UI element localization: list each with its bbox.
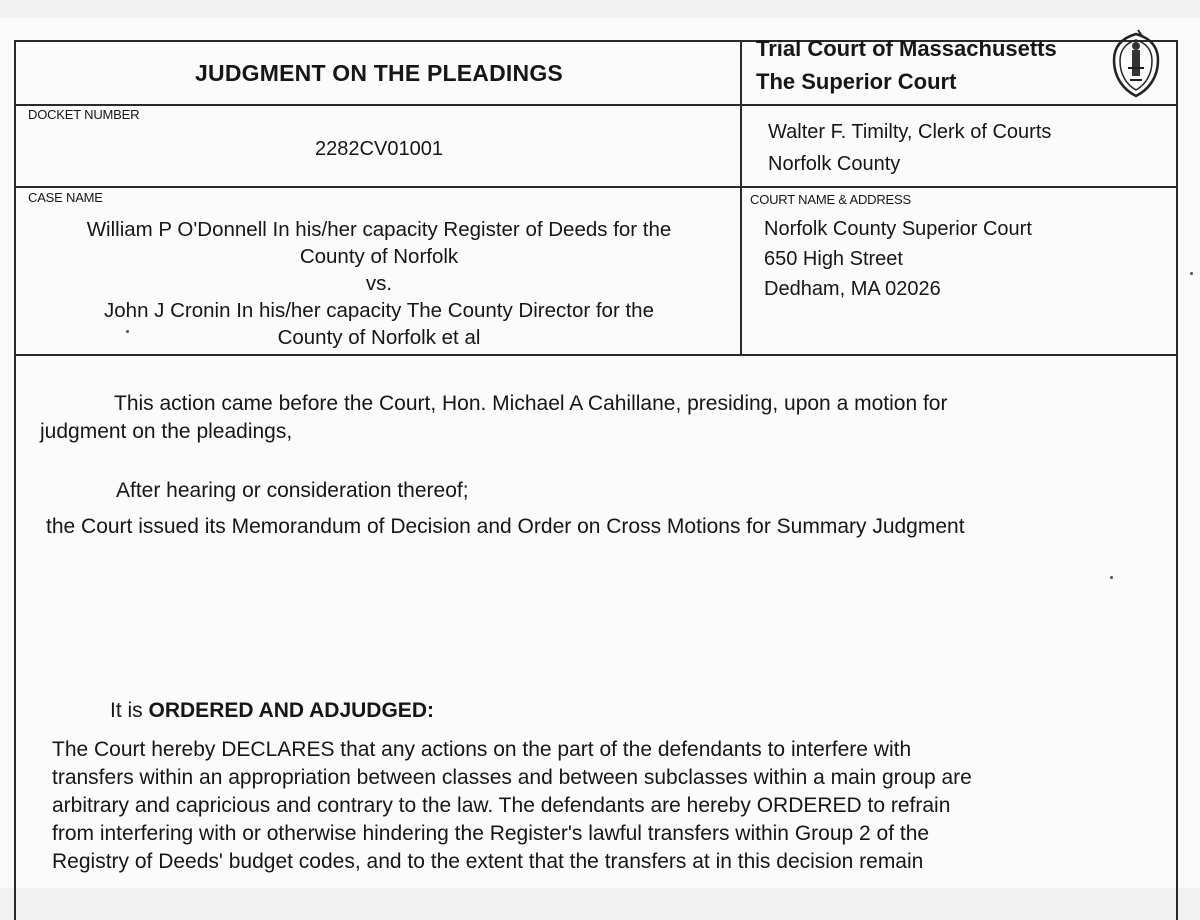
- ordered-heading: [110, 697, 434, 725]
- scan-speck: [1110, 576, 1113, 579]
- scan-speck: [1190, 272, 1193, 275]
- clerk-county: Norfolk County: [768, 153, 901, 175]
- paragraph-line: This action came before the Court, Hon. Michael A Cahillane, presiding, upon a motion for: [114, 392, 948, 415]
- paragraph-action: [40, 390, 1160, 446]
- ordered-bold: ORDERED AND ADJUDGED:: [148, 699, 434, 722]
- divider: [14, 186, 1178, 188]
- declaration-line: Registry of Deeds' budget codes, and to the extent that the transfers at in this decision remain: [52, 850, 924, 873]
- court-address-line: Norfolk County Superior Court: [764, 218, 1032, 240]
- case-name: [16, 216, 742, 351]
- scan-speck: [126, 330, 129, 333]
- paragraph-line: judgment on the pleadings,: [40, 420, 293, 443]
- docket-number-label: DOCKET NUMBER: [28, 107, 140, 122]
- divider: [14, 354, 1178, 356]
- case-line: William P O'Donnell In his/her capacity Register of Deeds for the: [86, 218, 672, 241]
- case-line: vs.: [365, 272, 393, 295]
- court-name-line2: The Superior Court: [756, 69, 957, 94]
- docket-number: 2282CV01001: [315, 138, 443, 160]
- court-address-line: Dedham, MA 02026: [764, 278, 941, 300]
- declaration-line: transfers within an appropriation between classes and between subclasses within a main group are: [52, 766, 972, 789]
- clerk-name: Walter F. Timilty, Clerk of Courts: [768, 121, 1052, 143]
- ordered-prefix: It is: [110, 699, 149, 722]
- declaration-line: from interfering with or otherwise hindering the Register's lawful transfers within Group 2 of the: [52, 822, 930, 845]
- declaration-line: The Court hereby DECLARES that any actions on the part of the defendants to interfere with: [52, 738, 912, 761]
- clerk-block: [768, 116, 1051, 180]
- declaration-paragraph: [52, 736, 1172, 876]
- divider: [14, 104, 1178, 106]
- court-address-line: 650 High Street: [764, 248, 903, 270]
- paragraph-memorandum: the Court issued its Memorandum of Decision and Order on Cross Motions for Summary Judgment: [46, 515, 965, 538]
- declaration-line: arbitrary and capricious and contrary to the law. The defendants are hereby ORDERED to refrain: [52, 794, 951, 817]
- case-name-label: CASE NAME: [28, 190, 103, 205]
- court-address: [764, 214, 1032, 304]
- massachusetts-seal-icon: [1108, 28, 1164, 100]
- court-name-line1: Trial Court of Massachusetts: [756, 36, 1057, 61]
- case-line: County of Norfolk et al: [277, 326, 481, 349]
- court-heading: [756, 32, 1057, 98]
- case-line: County of Norfolk: [299, 245, 459, 268]
- paragraph-hearing: After hearing or consideration thereof;: [116, 479, 469, 502]
- document-title: JUDGMENT ON THE PLEADINGS: [195, 60, 563, 86]
- court-address-label: COURT NAME & ADDRESS: [750, 192, 911, 207]
- case-line: John J Cronin In his/her capacity The County Director for the: [104, 299, 654, 322]
